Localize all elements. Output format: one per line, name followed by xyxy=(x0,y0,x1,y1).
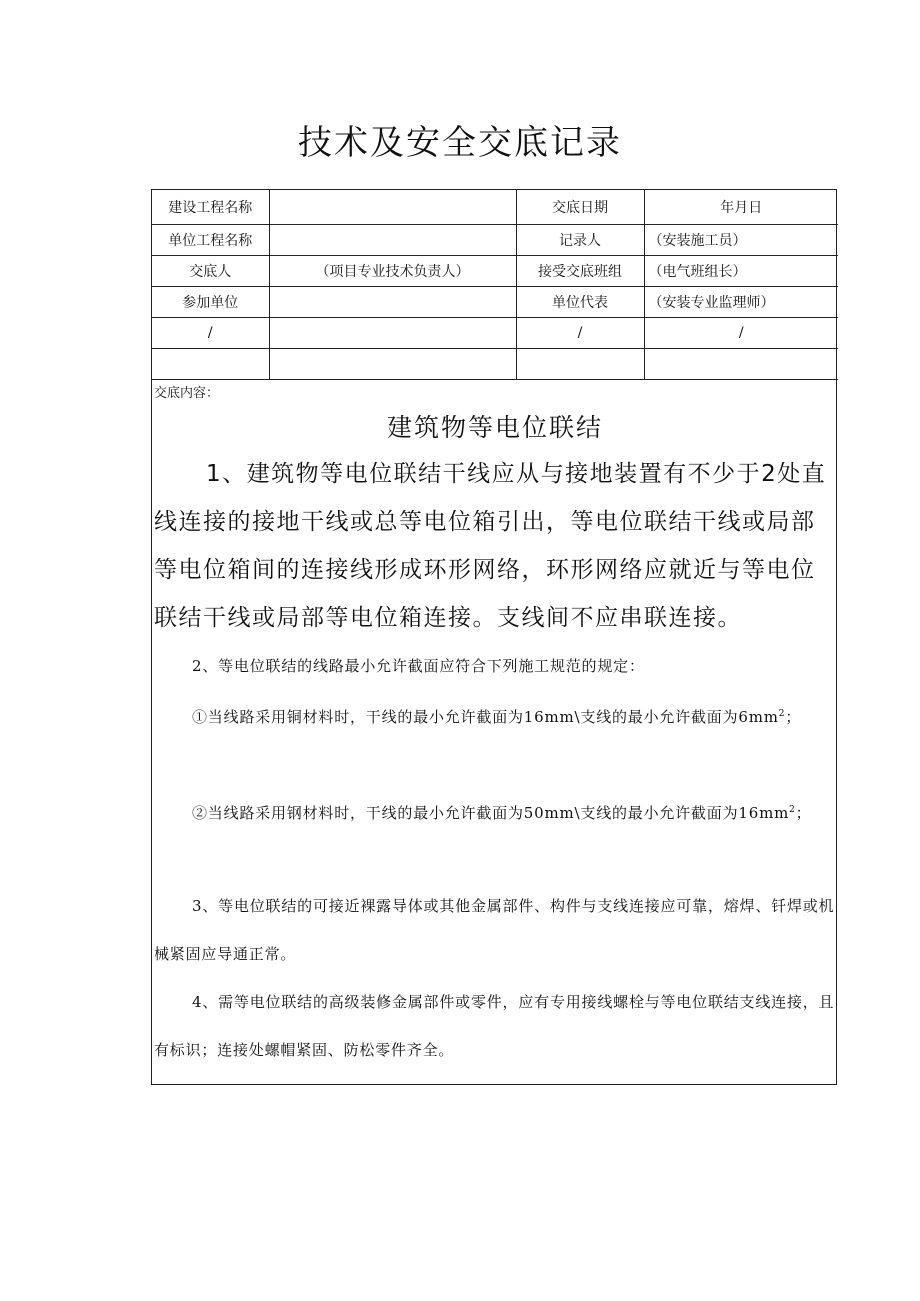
value-receiving-team[interactable]: （电气班组长） xyxy=(644,256,838,287)
cell-slash-3[interactable]: / xyxy=(644,318,838,349)
content-area xyxy=(152,380,836,1084)
paragraph-5 xyxy=(154,882,836,978)
superscript: 2 xyxy=(789,805,796,815)
paragraph-4-end: ； xyxy=(795,804,812,822)
cell-empty[interactable] xyxy=(516,349,644,380)
value-recorder[interactable]: （安装施工员） xyxy=(644,225,838,256)
paragraph-1: 1、建筑物等电位联结干线应从与接地装置有不少于2处直线连接的接地干线或总等电位箱引出，等电位联结干线或局部等电位箱间的连接线形成环形网络，环形网络应就近与等电位联结干线或局部等电位箱连接。支线间不应串联连接。 xyxy=(154,461,827,631)
value-unit-rep[interactable]: （安装专业监理师） xyxy=(644,287,838,318)
value-presenter[interactable]: （项目专业技术负责人） xyxy=(269,256,516,287)
cell-slash-1[interactable]: / xyxy=(152,318,269,349)
paragraph-6 xyxy=(154,978,836,1074)
info-table xyxy=(152,190,838,380)
paragraph-3-end: ； xyxy=(785,708,802,726)
label-recorder: 记录人 xyxy=(516,225,644,256)
table-row xyxy=(152,256,838,287)
label-participating-unit: 参加单位 xyxy=(152,287,269,318)
paragraph-3 xyxy=(154,690,836,741)
label-project-name: 建设工程名称 xyxy=(152,190,269,225)
label-receiving-team: 接受交底班组 xyxy=(516,256,644,287)
table-row xyxy=(152,287,838,318)
label-unit-rep: 单位代表 xyxy=(516,287,644,318)
table-row xyxy=(152,318,838,349)
table-row xyxy=(152,225,838,256)
cell-empty[interactable] xyxy=(644,349,838,380)
paragraph-3-text: ①当线路采用铜材料时，干线的最小允许截面为16mm\支线的最小允许截面为6mm xyxy=(192,708,779,726)
cell-slash-2[interactable]: / xyxy=(516,318,644,349)
paragraph-4-text: ②当线路采用钢材料时，干线的最小允许截面为50mm\支线的最小允许截面为16mm xyxy=(192,804,790,822)
record-sheet xyxy=(151,189,837,1085)
content-label: 交底内容： xyxy=(154,386,220,401)
label-date: 交底日期 xyxy=(516,190,644,225)
section-title: 建筑物等电位联结 xyxy=(386,413,603,442)
value-unit-project[interactable] xyxy=(269,225,516,256)
table-row xyxy=(152,190,838,225)
table-row xyxy=(152,349,838,380)
paragraph-4 xyxy=(154,786,836,837)
paragraph-5-text: 3、等电位联结的可接近裸露导体或其他金属部件、构件与支线连接应可靠，熔焊、钎焊或机械紧固应导通正常。 xyxy=(154,897,835,963)
label-unit-project: 单位工程名称 xyxy=(152,225,269,256)
paragraph-6-text: 4、需等电位联结的高级装修金属部件或零件，应有专用接线螺栓与等电位联结支线连接，且有标识；连接处螺帽紧固、防松零件齐全。 xyxy=(154,993,835,1059)
value-participating-unit[interactable] xyxy=(269,287,516,318)
cell-empty[interactable] xyxy=(269,318,516,349)
value-project-name[interactable] xyxy=(269,190,516,225)
cell-empty[interactable] xyxy=(152,349,269,380)
document-title: 技术及安全交底记录 xyxy=(298,123,622,163)
cell-empty[interactable] xyxy=(269,349,516,380)
paragraph-2-text: 2、等电位联结的线路最小允许截面应符合下列施工规范的规定： xyxy=(192,657,645,675)
value-date[interactable]: 年月日 xyxy=(644,190,838,225)
superscript: 2 xyxy=(778,709,786,719)
paragraph-2 xyxy=(154,642,836,690)
label-presenter: 交底人 xyxy=(152,256,269,287)
